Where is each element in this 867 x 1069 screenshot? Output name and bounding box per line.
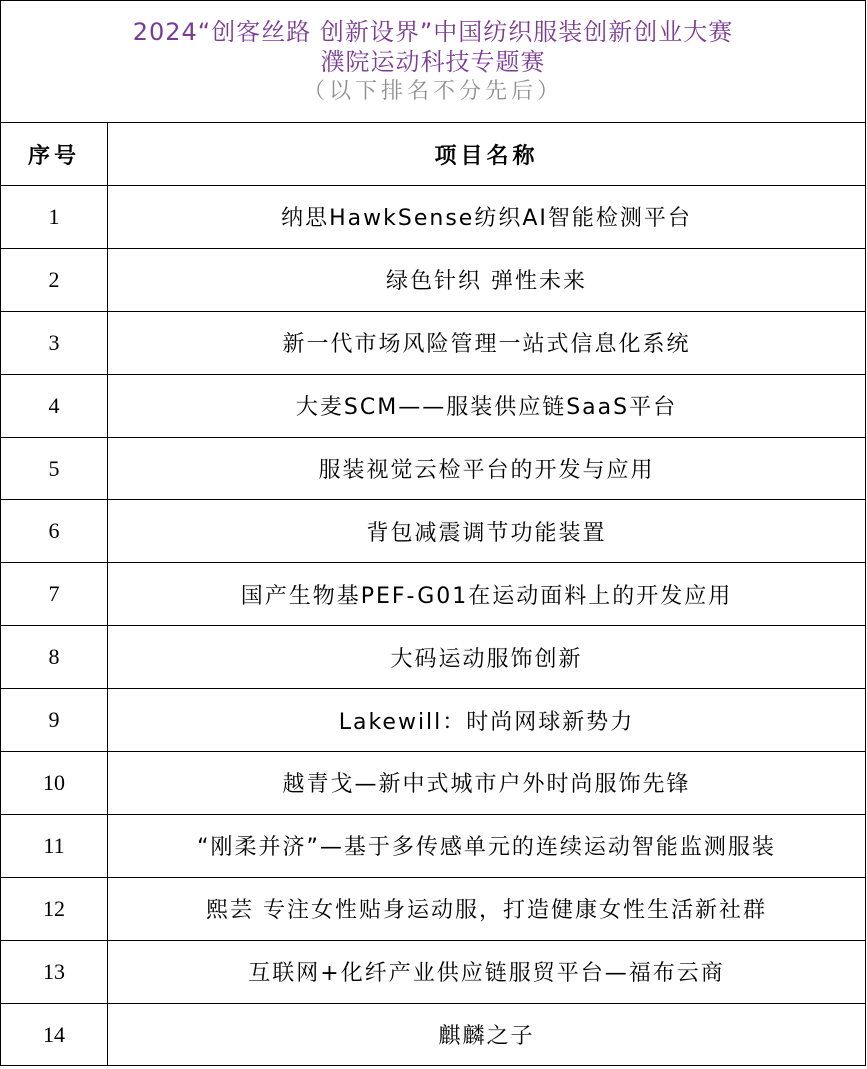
title-block	[1, 1, 866, 123]
row-project-name: 大麦SCM——服装供应链SaaS平台	[108, 374, 866, 437]
title-row	[1, 1, 866, 123]
row-project-name: 纳思HawkSense纺织AI智能检测平台	[108, 186, 866, 249]
title-line-1: 2024“创客丝路 创新设界”中国纺织服装创新创业大赛	[132, 17, 734, 46]
row-index: 5	[1, 437, 108, 500]
row-index: 2	[1, 248, 108, 311]
row-project-name: 大码运动服饰创新	[108, 626, 866, 689]
header-row	[1, 123, 866, 186]
table-row	[1, 752, 866, 815]
row-project-name: 互联网+化纤产业供应链服贸平台—福布云商	[108, 940, 866, 1003]
row-project-name: Lakewill：时尚网球新势力	[108, 689, 866, 752]
title-note: （以下排名不分先后）	[302, 78, 563, 104]
header-index: 序号	[1, 123, 108, 186]
table-row	[1, 689, 866, 752]
row-project-name: 背包减震调节功能装置	[108, 500, 866, 563]
table-row	[1, 1003, 866, 1066]
row-index: 8	[1, 626, 108, 689]
table-row	[1, 626, 866, 689]
row-index: 12	[1, 877, 108, 940]
table-row	[1, 311, 866, 374]
row-project-name: 绿色针织 弹性未来	[108, 248, 866, 311]
row-project-name: 熙芸 专注女性贴身运动服，打造健康女性生活新社群	[108, 877, 866, 940]
table-row	[1, 940, 866, 1003]
title-line-2: 濮院运动科技专题赛	[320, 47, 546, 76]
row-index: 1	[1, 186, 108, 249]
row-index: 6	[1, 500, 108, 563]
row-index: 4	[1, 374, 108, 437]
table-row	[1, 186, 866, 249]
row-index: 13	[1, 940, 108, 1003]
row-project-name: 麒麟之子	[108, 1003, 866, 1066]
table-row	[1, 563, 866, 626]
table-row	[1, 248, 866, 311]
row-project-name: 服装视觉云检平台的开发与应用	[108, 437, 866, 500]
table-row	[1, 500, 866, 563]
row-project-name: “刚柔并济”—基于多传感单元的连续运动智能监测服装	[108, 814, 866, 877]
row-index: 7	[1, 563, 108, 626]
row-project-name: 越青戈—新中式城市户外时尚服饰先锋	[108, 752, 866, 815]
row-index: 9	[1, 689, 108, 752]
header-project-name: 项目名称	[108, 123, 866, 186]
row-project-name: 新一代市场风险管理一站式信息化系统	[108, 311, 866, 374]
table-row	[1, 814, 866, 877]
table-body	[1, 186, 866, 1066]
row-index: 10	[1, 752, 108, 815]
row-index: 11	[1, 814, 108, 877]
row-project-name: 国产生物基PEF-G01在运动面料上的开发应用	[108, 563, 866, 626]
table-row	[1, 877, 866, 940]
row-index: 3	[1, 311, 108, 374]
table-row	[1, 437, 866, 500]
row-index: 14	[1, 1003, 108, 1066]
table-row	[1, 374, 866, 437]
